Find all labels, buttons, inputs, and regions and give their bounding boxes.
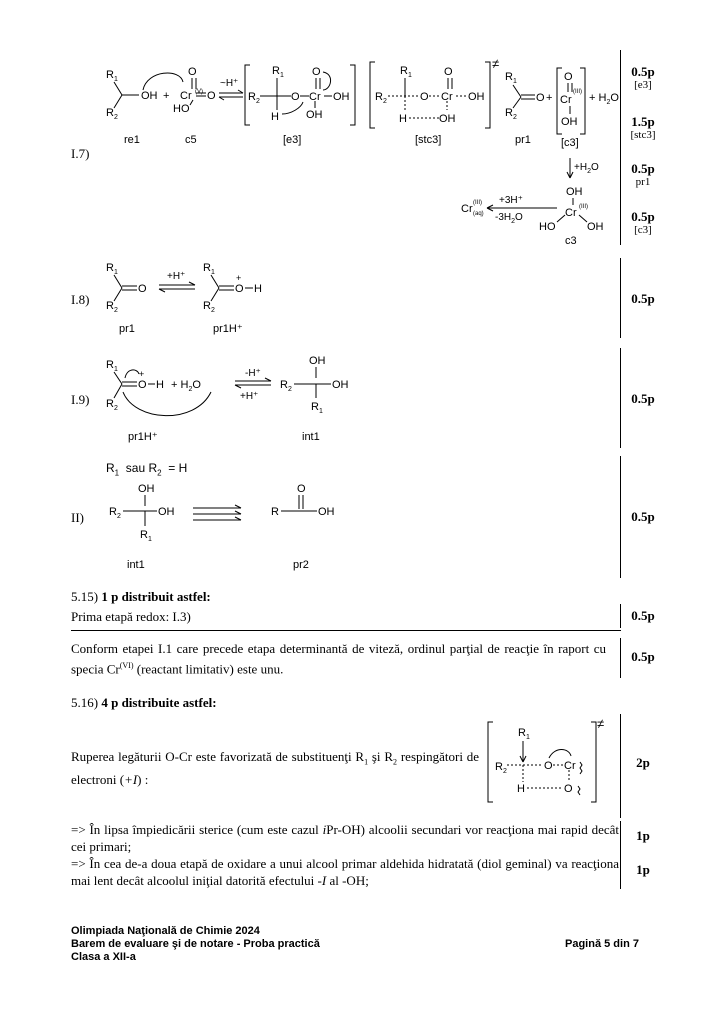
score-ii: 0.5p bbox=[631, 509, 655, 524]
name-c3: c3 bbox=[565, 235, 577, 247]
svg-text:(V): (V) bbox=[195, 89, 203, 95]
svg-text:R2: $R_2$ bbox=[248, 91, 260, 105]
svg-text:~H⁺: ~H⁺ bbox=[220, 78, 239, 89]
svg-text:R2: $R_2$ bbox=[505, 107, 517, 121]
svg-text:R1: $R_1$ bbox=[311, 401, 323, 415]
svg-text:O: O bbox=[420, 91, 429, 103]
svg-text:(aq): (aq) bbox=[473, 211, 484, 217]
score-i9: 0.5p bbox=[631, 391, 655, 406]
footer-class: Clasa a XII-a bbox=[71, 951, 136, 963]
svg-text:R2: $R_2$ bbox=[375, 91, 387, 105]
svg-text:OH: OH bbox=[566, 186, 583, 198]
svg-text:O: O bbox=[138, 379, 147, 391]
svg-text:OH: OH bbox=[468, 91, 485, 103]
svg-text:R1: $R_1$ bbox=[106, 69, 118, 83]
svg-text:R1: $R_1$ bbox=[518, 727, 530, 741]
svg-text:+H2O: $+H_2O$ bbox=[574, 162, 599, 175]
svg-text:O: O bbox=[235, 283, 244, 295]
section-label-i8: I.8) bbox=[71, 292, 90, 307]
score-divider-q516-2 bbox=[620, 821, 621, 855]
score-q516-2: 1p bbox=[636, 828, 650, 843]
svg-text:O: O bbox=[291, 91, 300, 103]
svg-text:OH: OH bbox=[333, 91, 350, 103]
score-divider-i7 bbox=[620, 50, 621, 245]
name-pr1: pr1 bbox=[515, 134, 531, 146]
transition-state-diagram bbox=[485, 714, 605, 806]
section-label-ii: II) bbox=[71, 510, 84, 525]
footer-olympiad: Olimpiada Naţională de Chimie 2024 bbox=[71, 925, 260, 937]
svg-text:≠: ≠ bbox=[597, 716, 605, 731]
score-q516-1: 2p bbox=[636, 755, 650, 770]
svg-text:+: + bbox=[163, 90, 170, 102]
svg-text:OH: OH bbox=[587, 221, 604, 233]
svg-text:HO: HO bbox=[539, 221, 556, 233]
svg-text:H: H bbox=[254, 283, 262, 295]
footer-left bbox=[71, 925, 320, 964]
svg-text:Cr: Cr bbox=[564, 760, 576, 772]
score-divider-q516-1 bbox=[620, 714, 621, 818]
name-pr1-i8: pr1 bbox=[119, 323, 135, 335]
score-q515-1: 0.5p bbox=[631, 608, 655, 623]
svg-text:OH: OH bbox=[318, 506, 335, 518]
section-label-i9: I.9) bbox=[71, 392, 90, 407]
svg-text:(III): (III) bbox=[473, 200, 482, 206]
q516-heading: 5.16) 4 p distribuite astfel: bbox=[71, 695, 217, 710]
svg-text:R1: $R_1$ bbox=[106, 262, 118, 276]
svg-text:H: H bbox=[399, 113, 407, 125]
svg-text:R2: $R_2$ bbox=[109, 506, 121, 520]
score-divider-i8 bbox=[620, 258, 621, 338]
svg-text:OH: OH bbox=[306, 109, 323, 121]
svg-text:≠: ≠ bbox=[492, 56, 500, 71]
svg-text:OH: OH bbox=[141, 90, 158, 102]
svg-text:Cr: Cr bbox=[441, 91, 453, 103]
svg-text:-3H2O: $-3H_2O$ bbox=[495, 212, 523, 225]
svg-text:OH: OH bbox=[309, 355, 326, 367]
svg-text:OH: OH bbox=[439, 113, 456, 125]
svg-text:H: H bbox=[271, 111, 279, 123]
svg-text:H: H bbox=[156, 379, 164, 391]
svg-text:R2: $R_2$ bbox=[106, 107, 118, 121]
svg-text:R2: $R_2$ bbox=[495, 761, 507, 775]
score-i7-3: 0.5p pr1 bbox=[631, 161, 655, 188]
svg-text:O: O bbox=[312, 66, 321, 78]
name-int1-i9: int1 bbox=[302, 431, 320, 443]
svg-text:Cr: Cr bbox=[309, 91, 321, 103]
q516-row-2: => În lipsa împiedicării sterice (cum este cazul iPr-OH) alcoolii secundari vor reacţiona mai rapid decât cei primari; bbox=[71, 822, 619, 854]
name-pr1h-i9: pr1H⁺ bbox=[128, 431, 158, 443]
footer-barem: Barem de evaluare şi de notare - Proba practică bbox=[71, 938, 320, 950]
svg-text:R2: $R_2$ bbox=[106, 398, 118, 412]
svg-text:+ H2O: + $H_2O$ bbox=[589, 92, 619, 106]
page-number: Pagină 5 din 7 bbox=[565, 938, 639, 950]
section-label-i7: I.7) bbox=[71, 146, 90, 161]
svg-text:R2: $R_2$ bbox=[280, 379, 292, 393]
svg-text:R1: $R_1$ bbox=[400, 65, 412, 79]
score-q516-3: 1p bbox=[636, 862, 650, 877]
svg-text:R1: $R_1$ bbox=[505, 71, 517, 85]
score-q515-2: 0.5p bbox=[631, 649, 655, 664]
score-i7-2: 1.5p [stc3] bbox=[630, 114, 656, 141]
score-divider-q515-1 bbox=[620, 604, 621, 628]
svg-text:+: + bbox=[139, 369, 145, 379]
svg-text:R2: $R_2$ bbox=[203, 300, 215, 314]
svg-text:OH: OH bbox=[158, 506, 175, 518]
svg-text:H: H bbox=[517, 783, 525, 795]
svg-text:O: O bbox=[444, 66, 453, 78]
mechanism-ii bbox=[95, 478, 375, 573]
svg-text:R2: $R_2$ bbox=[106, 300, 118, 314]
q516-row-1: Ruperea legăturii O-Cr este favorizată de substituenţi $R_1$ şi $R_2$ respingători de electroni (+I) : bbox=[71, 749, 480, 787]
svg-text:(III): (III) bbox=[579, 204, 588, 210]
name-e3: [e3] bbox=[283, 134, 302, 146]
svg-text:-H⁺: -H⁺ bbox=[245, 368, 261, 379]
name-pr2-ii: pr2 bbox=[293, 559, 309, 571]
svg-text:Cr: Cr bbox=[461, 203, 473, 215]
svg-text:+H⁺: +H⁺ bbox=[240, 391, 259, 402]
q515-heading: 5.15) 1 p distribuit astfel: bbox=[71, 589, 211, 604]
svg-text:R1: $R_1$ bbox=[140, 529, 152, 543]
svg-text:O: O bbox=[188, 66, 197, 78]
svg-text:O: O bbox=[138, 283, 147, 295]
name-int1-ii: int1 bbox=[127, 559, 145, 571]
svg-text:R: R bbox=[271, 506, 279, 518]
svg-text:O: O bbox=[207, 90, 216, 102]
svg-text:OH: OH bbox=[332, 379, 349, 391]
name-re1: re1 bbox=[124, 134, 140, 146]
score-i8: 0.5p bbox=[631, 291, 655, 306]
name-c3-bracket: [c3] bbox=[561, 137, 579, 149]
condition-r1-r2: $R_1$ sau $R_2 = H$ bbox=[106, 461, 188, 478]
score-i7-4: 0.5p [c3] bbox=[631, 209, 655, 236]
svg-text:+3H⁺: +3H⁺ bbox=[499, 195, 523, 206]
q515-row-1: Prima etapă redox: I.3) bbox=[71, 609, 191, 624]
name-stc3: [stc3] bbox=[415, 134, 442, 146]
svg-text:OH: OH bbox=[138, 483, 155, 495]
svg-text:Cr: Cr bbox=[560, 94, 572, 106]
svg-text:R1: $R_1$ bbox=[106, 359, 118, 373]
q515-row-2: Conform etapei I.1 care precede etapa determinantă de viteză, ordinul parţial de reacţie în raport cu specia $Cr^{(VI)}$ (reactant limitativ) este unu. bbox=[71, 641, 606, 677]
score-divider-ii bbox=[620, 456, 621, 578]
score-divider-i9 bbox=[620, 348, 621, 448]
svg-text:+: + bbox=[236, 273, 242, 283]
svg-text:R1: $R_1$ bbox=[272, 65, 284, 79]
score-divider-q516-3 bbox=[620, 855, 621, 889]
svg-text:+: + bbox=[546, 92, 553, 104]
score-i7-1: 0.5p [e3] bbox=[631, 64, 655, 91]
mechanism-i7 bbox=[95, 50, 620, 250]
mechanism-i9 bbox=[95, 350, 365, 445]
name-c5: c5 bbox=[185, 134, 197, 146]
svg-text:O: O bbox=[297, 483, 306, 495]
svg-text:O: O bbox=[564, 783, 573, 795]
mechanism-i8 bbox=[95, 255, 315, 340]
name-pr1h-i8: pr1H⁺ bbox=[213, 323, 243, 335]
svg-text:O: O bbox=[564, 71, 573, 83]
q516-row-3: => În cea de-a doua etapă de oxidare a unui alcool primar aldehida hidratată (diol geminal) va reacţiona mai lent decât alcoolul iniţial datorită efectului -I al -OH; bbox=[71, 856, 619, 888]
svg-text:+H⁺: +H⁺ bbox=[167, 271, 186, 282]
q515-separator bbox=[71, 630, 621, 631]
svg-text:HO: HO bbox=[173, 103, 190, 115]
svg-text:(III): (III) bbox=[573, 89, 582, 95]
svg-text:Cr: Cr bbox=[180, 90, 192, 102]
svg-text:O: O bbox=[536, 92, 545, 104]
svg-text:Cr: Cr bbox=[565, 207, 577, 219]
score-divider-q515-2 bbox=[620, 638, 621, 678]
svg-text:OH: OH bbox=[561, 116, 578, 128]
svg-text:O: O bbox=[544, 760, 553, 772]
svg-text:R1: $R_1$ bbox=[203, 262, 215, 276]
svg-text:+ H2O: + $H_2O$ bbox=[171, 379, 201, 393]
